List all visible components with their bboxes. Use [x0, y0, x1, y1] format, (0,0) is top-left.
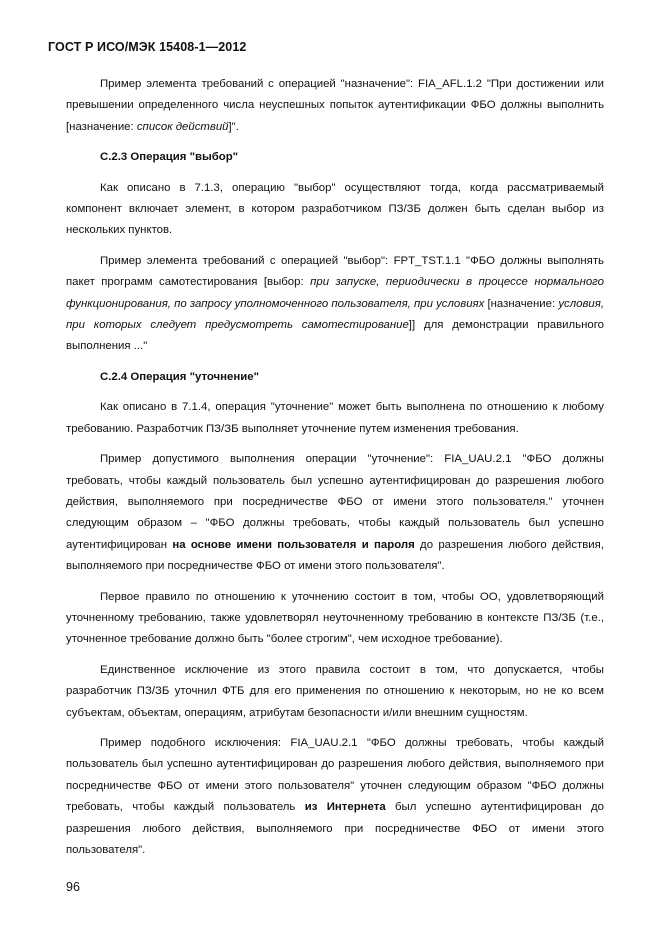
- bold-segment: из Интернета: [304, 801, 386, 814]
- italic-segment: при запуске, периодически в процессе нормального функционирования, по запросу уполномоченного пользователя, при условиях: [66, 276, 604, 310]
- text-segment: Пример элемента требований с операцией "назначение": FIA_AFL.1.2 "При достижении или превышении определенного числа неуспешных попыток аутентификации ФБО должны выполнить [назначение:: [66, 78, 604, 133]
- paragraph-exception: Единственное исключение из этого правила состоит в том, что допускается, чтобы разработчик ПЗ/ЗБ уточнил ФТБ для его применения по отношению к некоторым, но не ко всем субъектам, объектам, операциям, атрибутам безопасности и/или внешним сущностям.: [66, 663, 604, 719]
- section-heading-c24: C.2.4 Операция "уточнение": [100, 370, 259, 383]
- page-number: 96: [66, 880, 80, 894]
- paragraph-first-rule: Первое правило по отношению к уточнению состоит в том, чтобы ОО, удовлетворяющий уточненному требованию, также удовлетворял неуточненному требованию в контексте ПЗ/ЗБ (т.е., уточненное требование должно быть "более строгим", чем исходное требование).: [66, 590, 604, 646]
- italic-segment: список действий: [136, 120, 229, 133]
- paragraph-assignment-example: [66, 74, 604, 138]
- text-segment: Пример допустимого выполнения операции "уточнение": FIA_UAU.2.1 "ФБО должны требовать, чтобы каждый пользователь был успешно аутентифицирован до разрешения любого действия, выполняемого при посредничестве ФБО от имени этого пользователя." уточнен следующим образом – "ФБО должны требовать, чтобы каждый пользователь был успешно аутентифицирован: [66, 453, 604, 551]
- text-segment: ]".: [228, 120, 239, 133]
- document-body: [66, 74, 604, 870]
- paragraph-selection-example: [66, 251, 604, 358]
- italic-segment: условия, при которых следует предусмотреть самотестирование: [66, 297, 605, 332]
- text-segment: был успешно аутентифицирован до разрешения любого действия, выполняемого при посредничестве ФБО от имени этого пользователя".: [66, 801, 604, 856]
- paragraph-refinement-description: Как описано в 7.1.4, операция "уточнение" может быть выполнена по отношению к любому требованию. Разработчик ПЗ/ЗБ выполняет уточнение путем изменения требования.: [66, 401, 604, 435]
- section-heading-c23: C.2.3 Операция "выбор": [100, 151, 239, 164]
- text-segment: до разрешения любого действия, выполняемого при посредничестве ФБО от имени этого пользователя".: [66, 538, 604, 573]
- text-segment: ]] для демонстрации правильного выполнения ...": [66, 319, 604, 353]
- paragraph-exception-example: [66, 733, 604, 861]
- text-segment: Пример подобного исключения: FIA_UAU.2.1 "ФБО должны требовать, чтобы каждый пользователь был успешно аутентифицирован до разрешения любого действия, выполняемого при посредничестве ФБО от имени этого пользователя" уточнен следующим образом "ФБО должны требовать, чтобы каждый пользователь: [66, 736, 604, 814]
- text-segment: [назначение:: [484, 297, 559, 310]
- text-segment: Пример элемента требований с операцией "выбор": FPT_TST.1.1 "ФБО должны выполнять пакет программ самотестирования [выбор:: [66, 254, 604, 289]
- paragraph-refinement-example: [66, 449, 604, 577]
- document-header: ГОСТ Р ИСО/МЭК 15408-1—2012: [48, 40, 247, 54]
- paragraph-selection-description: Как описано в 7.1.3, операцию "выбор" осуществляют тогда, когда рассматриваемый компонент включает элемент, в котором разработчиком ПЗ/ЗБ должен быть сделан выбор из нескольких пунктов.: [66, 181, 604, 237]
- bold-segment: на основе имени пользователя и пароля: [172, 538, 415, 551]
